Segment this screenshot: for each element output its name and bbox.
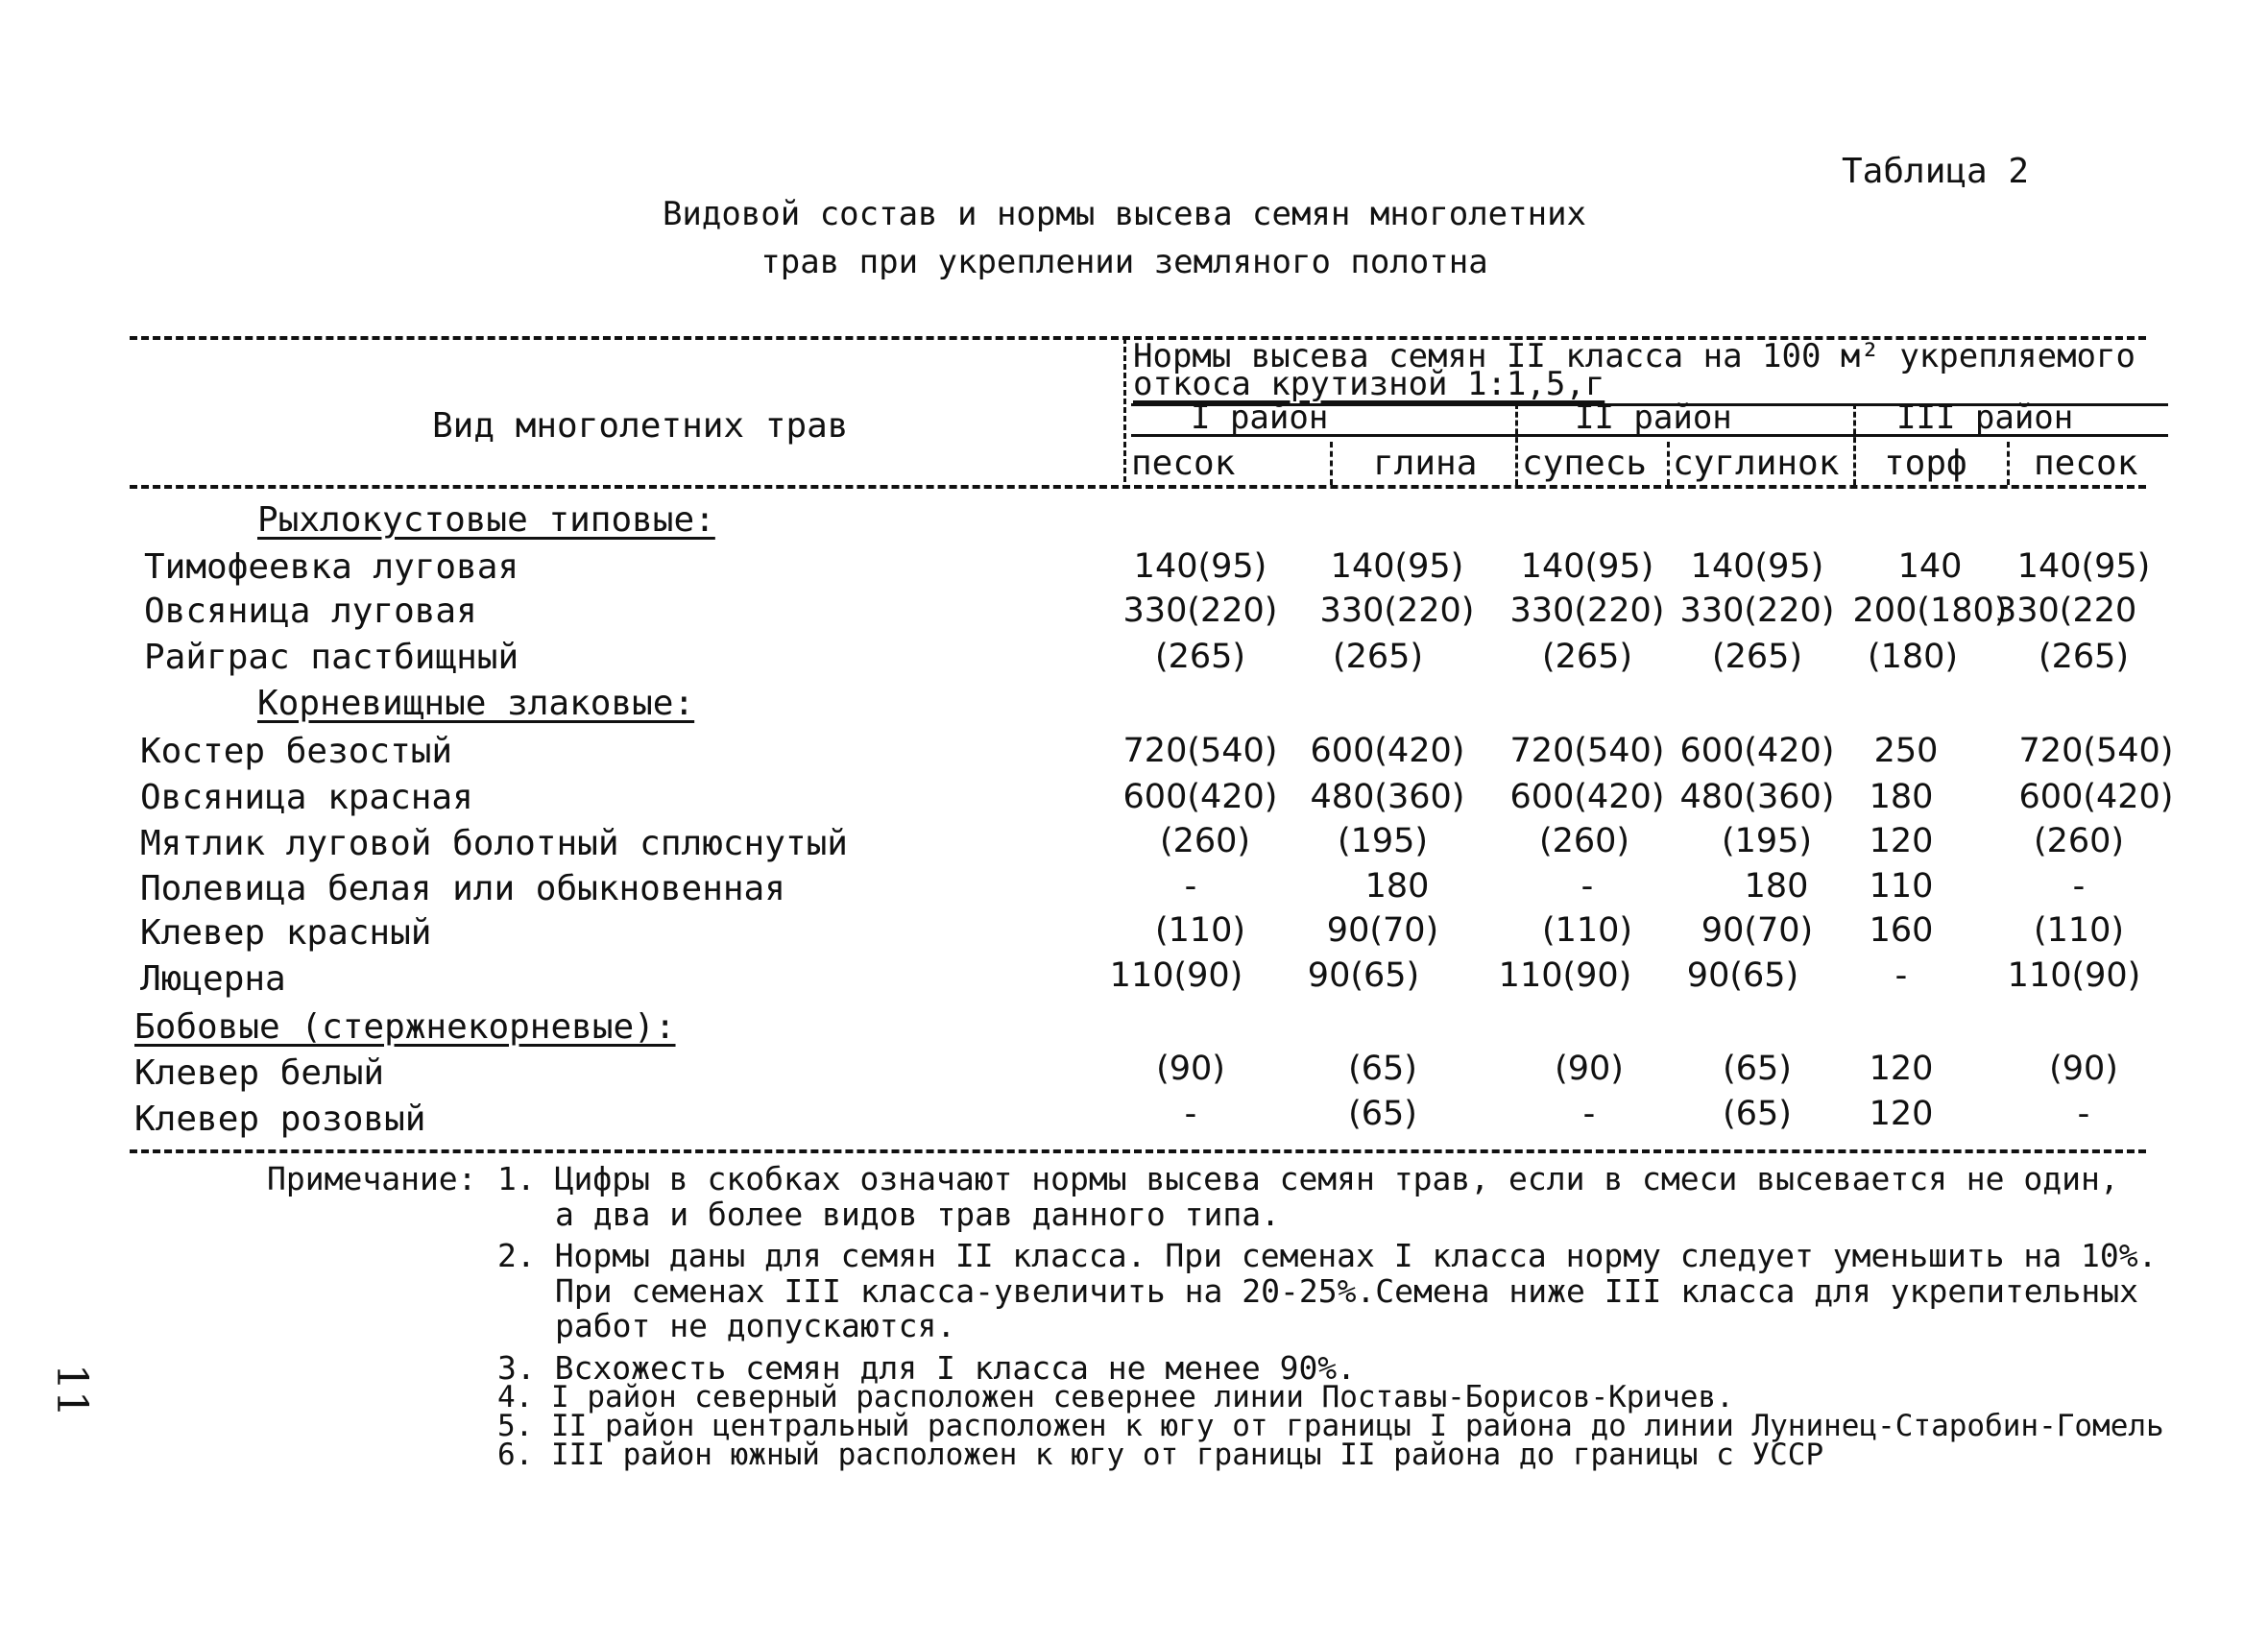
header-separator	[1667, 442, 1670, 485]
table-cell: 110	[1869, 867, 1934, 906]
region-header: II район	[1575, 399, 1732, 437]
note-item: а два и более видов трав данного типа.	[555, 1196, 1280, 1233]
row-name: Люцерна	[140, 959, 286, 999]
row-name: Полевица белая или обыкновенная	[140, 869, 785, 908]
table-cell: (65)	[1723, 1050, 1792, 1088]
table-cell: 720(540)	[2018, 732, 2174, 770]
table-cell: 330(220)	[1679, 592, 1835, 630]
table-cell: 480(360)	[1679, 778, 1835, 816]
soil-header: суглинок	[1673, 444, 1840, 483]
row-name: Тимофеевка луговая	[144, 547, 519, 587]
table-cell: (195)	[1337, 822, 1429, 860]
row-name: Костер безостый	[140, 732, 453, 771]
page-number: 11	[47, 1364, 96, 1417]
table-cell: 180	[1744, 867, 1809, 906]
table-cell: 720(540)	[1509, 732, 1665, 770]
table-cell: 160	[1869, 911, 1934, 950]
group-heading: Бобовые (стержнекорневые):	[134, 1007, 676, 1047]
table-cell: 140(95)	[1520, 547, 1654, 586]
table-cell: 120	[1869, 822, 1934, 860]
table-cell: 90(65)	[1307, 956, 1420, 995]
table-cell: 180	[1364, 867, 1430, 906]
table-cell: 250	[1873, 732, 1939, 770]
table-cell: 200(180)	[1852, 592, 2008, 630]
table-cell: (260)	[2033, 822, 2125, 860]
title-line-1: Видовой состав и нормы высева семян многолетних	[662, 195, 1587, 233]
table-cell: 720(540)	[1122, 732, 1278, 770]
table-cell: 90(70)	[1701, 911, 1814, 950]
table-cell: 90(70)	[1326, 911, 1439, 950]
region-header: I район	[1191, 399, 1329, 437]
group-heading: Корневищные злаковые:	[257, 684, 695, 723]
row-name: Райграс пастбищный	[144, 638, 519, 677]
table-cell: 140(95)	[2016, 547, 2151, 586]
table-cell: 140(95)	[1133, 547, 1267, 586]
table-cell: 140(95)	[1690, 547, 1824, 586]
table-cell: 140(95)	[1330, 547, 1464, 586]
note-item: 4. I район северный расположен севернее линии Поставы-Борисов-Кричев.	[497, 1380, 1734, 1414]
note-item: 2. Нормы даны для семян II класса. При семенах I класса норму следует уменьшить на 10%.	[497, 1237, 2158, 1274]
table-cell: (90)	[1156, 1050, 1225, 1088]
table-cell: (90)	[2049, 1050, 2118, 1088]
table-cell: -	[1580, 867, 1594, 906]
row-name: Овсяница луговая	[144, 592, 477, 631]
table-cell: -	[2072, 867, 2086, 906]
table-label: Таблица 2	[1842, 152, 2030, 191]
table-cell: -	[1184, 1095, 1197, 1133]
table-cell: (65)	[1348, 1050, 1417, 1088]
note-item: 1. Цифры в скобках означают нормы высева семян трав, если в смеси высевается не один,	[497, 1160, 2119, 1197]
row-name: Овсяница красная	[140, 778, 473, 817]
table-cell: 600(420)	[1509, 778, 1665, 816]
notes-label: Примечание:	[267, 1160, 477, 1197]
table-cell: 600(420)	[1679, 732, 1835, 770]
soil-header: торф	[1884, 444, 1967, 483]
soil-header: песок	[2034, 444, 2138, 483]
table-cell: -	[1894, 956, 1908, 995]
table-cell: -	[2077, 1095, 2090, 1133]
table-cell: (265)	[1332, 638, 1424, 676]
table-cell: 330(220)	[1509, 592, 1665, 630]
row-name: Клевер белый	[134, 1053, 385, 1093]
table-cell: (265)	[1711, 638, 1803, 676]
table-cell: 600(420)	[1310, 732, 1465, 770]
table-cell: -	[1184, 867, 1197, 906]
table-cell: 330(220	[1995, 592, 2137, 630]
table-cell: (265)	[1541, 638, 1633, 676]
row-name: Клевер розовый	[134, 1100, 426, 1139]
table-cell: 600(420)	[2018, 778, 2174, 816]
note-item: работ не допускаются.	[555, 1307, 956, 1344]
row-name: Клевер красный	[140, 913, 432, 953]
note-item: 3. Всхожесть семян для I класса не менее 90%.	[497, 1349, 1357, 1387]
table-cell: (110)	[2033, 911, 2125, 950]
title-line-2: трав при укреплении земляного полотна	[760, 243, 1488, 281]
table-cell: (265)	[2038, 638, 2130, 676]
table-bottom-rule	[130, 1149, 2146, 1153]
note-item: 6. III район южный расположен к югу от границы II района до границы с УССР	[497, 1438, 1824, 1472]
header-separator	[1123, 338, 1126, 482]
header-separator	[1515, 403, 1518, 485]
table-cell: 600(420)	[1122, 778, 1278, 816]
table-cell: (65)	[1723, 1095, 1792, 1133]
table-cell: (195)	[1721, 822, 1813, 860]
group-heading: Рыхлокустовые типовые:	[257, 500, 715, 540]
norms-header-line-1: Нормы высева семян II класса на 100 м² укрепляемого	[1133, 337, 2135, 375]
table-cell: (260)	[1159, 822, 1251, 860]
table-cell: 180	[1869, 778, 1934, 816]
table-cell: 110(90)	[2007, 956, 2141, 995]
norms-header-line-2: откоса крутизной 1:1,5,г	[1133, 365, 1605, 403]
note-item: 5. II район центральный расположен к югу от границы I района до линии Лунинец-Старобин-Гомель	[497, 1409, 2164, 1443]
soil-header: глина	[1373, 444, 1478, 483]
soil-header: супесь	[1522, 444, 1648, 483]
table-cell: -	[1582, 1095, 1596, 1133]
row-label-header: Вид многолетних трав	[432, 406, 849, 446]
table-cell: 330(220)	[1122, 592, 1278, 630]
table-cell: (180)	[1867, 638, 1959, 676]
table-cell: (110)	[1541, 911, 1633, 950]
table-cell: (260)	[1538, 822, 1630, 860]
table-cell: 330(220)	[1319, 592, 1475, 630]
table-cell: 480(360)	[1310, 778, 1465, 816]
header-separator	[1853, 403, 1856, 485]
table-cell: 110(90)	[1109, 956, 1243, 995]
soil-header: песок	[1131, 444, 1236, 483]
table-cell: 140	[1897, 547, 1963, 586]
table-cell: 110(90)	[1498, 956, 1632, 995]
region-header: III район	[1896, 399, 2074, 437]
table-cell: 120	[1869, 1050, 1934, 1088]
row-name: Мятлик луговой болотный сплюснутый	[140, 824, 848, 863]
header-bottom-rule	[130, 485, 2146, 489]
table-cell: (65)	[1348, 1095, 1417, 1133]
table-cell: 120	[1869, 1095, 1934, 1133]
note-item: При семенах III класса-увеличить на 20-25%.Семена ниже III класса для укрепительных	[555, 1272, 2139, 1310]
header-separator	[1330, 442, 1333, 485]
table-cell: 90(65)	[1686, 956, 1799, 995]
table-cell: (90)	[1555, 1050, 1624, 1088]
table-cell: (110)	[1154, 911, 1246, 950]
header-separator	[2007, 442, 2010, 485]
table-cell: (265)	[1154, 638, 1246, 676]
